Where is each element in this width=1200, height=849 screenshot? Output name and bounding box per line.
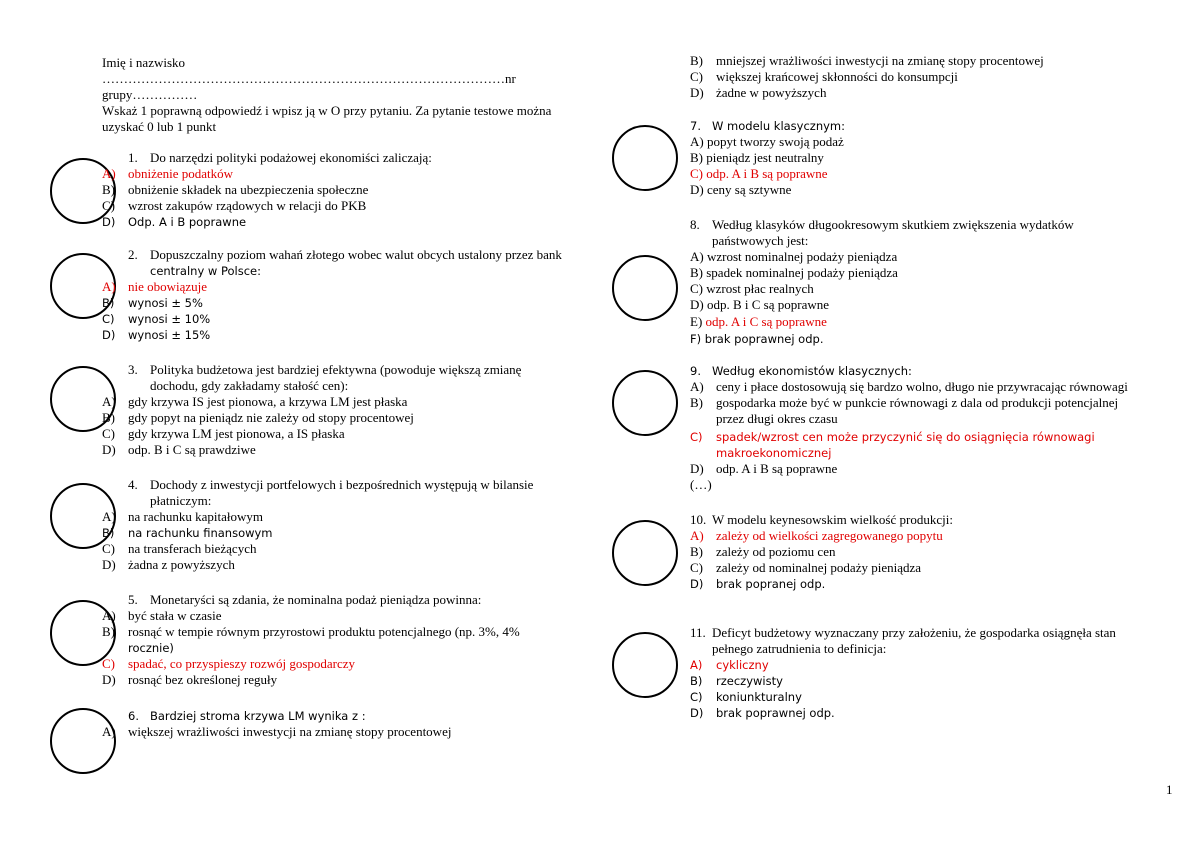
q11-option-c: C) koniunkturalny [690, 690, 802, 704]
question-10-title: 10. W modelu keynesowskim wielkość produkcji: [690, 512, 953, 527]
answer-circle-q10[interactable] [612, 520, 678, 586]
question-3-title-cont: dochodu, gdy zakładamy stałość cen): [150, 378, 349, 393]
question-11-title-cont: pełnego zatrudnienia to definicja: [712, 641, 887, 656]
group-line: grupy…………… [102, 87, 198, 102]
q8-option-f: F) brak poprawnej odp. [690, 332, 824, 346]
q4-option-d: D) żadna z powyższych [102, 557, 235, 572]
answer-circle-q8[interactable] [612, 255, 678, 321]
q4-option-b: B) na rachunku finansowym [102, 526, 273, 540]
q6-option-a: A) większej wrażliwości inwestycji na zmianę stopy procentowej [102, 724, 452, 739]
q5-option-b-cont: rocznie) [128, 641, 174, 655]
q6-option-d: D) żadne w powyższych [690, 85, 827, 100]
name-label: Imię i nazwisko [102, 55, 186, 70]
question-3-title: 3. Polityka budżetowa jest bardziej efektywna (powoduje większą zmianę [128, 362, 522, 377]
answer-circle-q6[interactable] [50, 708, 116, 774]
q7-option-a: A) popyt tworzy swoją podaż [690, 134, 844, 149]
question-6-title: 6. Bardziej stroma krzywa LM wynika z : [128, 709, 366, 723]
question-4-title: 4. Dochody z inwestycji portfelowych i bezpośrednich występują w bilansie [128, 477, 534, 492]
q9-option-d: D) odp. A i B są poprawne [690, 461, 838, 476]
q9-option-b: B) gospodarka może być w punkcie równowagi z dala od produkcji potencjalnej [690, 395, 1119, 410]
q4-option-a: A) na rachunku kapitałowym [102, 509, 264, 524]
q11-option-a: A) cykliczny [690, 658, 769, 672]
q5-option-c: C) spadać, co przyspieszy rozwój gospodarczy [102, 656, 356, 671]
q8-option-c: C) wzrost płac realnych [690, 281, 814, 296]
question-2-title-cont: centralny w Polsce: [150, 264, 261, 278]
q5-option-a: A) być stała w czasie [102, 608, 222, 623]
question-1-title: 1. Do narzędzi polityki podażowej ekonomiści zaliczają: [128, 150, 432, 165]
q9-option-b-cont: przez długi okres czasu [716, 411, 838, 426]
q2-option-b: B) wynosi ± 5% [102, 296, 203, 310]
answer-circle-q11[interactable] [612, 632, 678, 698]
q9-option-a: A) ceny i płace dostosowują się bardzo wolno, długo nie przywracając równowagi [690, 379, 1128, 394]
q7-option-c: C) odp. A i B są poprawne [690, 166, 828, 181]
instruction-line-1: Wskaż 1 poprawną odpowiedź i wpisz ją w O przy pytaniu. Za pytanie testowe można [102, 103, 552, 118]
q10-option-b: B) zależy od poziomu cen [690, 544, 836, 559]
q1-option-d: D) Odp. A i B poprawne [102, 215, 247, 229]
question-2-title: 2. Dopuszczalny poziom wahań złotego wobec walut obcych ustalony przez bank [128, 247, 562, 262]
q5-option-b: B) rosnąć w tempie równym przyrostowi produktu potencjalnego (np. 3%, 4% [102, 624, 520, 639]
question-8-title-cont: państwowych jest: [712, 233, 809, 248]
q10-option-a: A) zależy od wielkości zagregowanego popytu [690, 528, 943, 543]
q8-option-d: D) odp. B i C są poprawne [690, 297, 830, 312]
q2-option-d: D) wynosi ± 15% [102, 328, 211, 342]
q1-option-c: C) wzrost zakupów rządowych w relacji do PKB [102, 198, 367, 213]
question-9-title: 9. Według ekonomistów klasycznych: [690, 364, 912, 378]
q11-option-d: D) brak poprawnej odp. [690, 706, 835, 720]
q3-option-b: B) gdy popyt na pieniądz nie zależy od stopy procentowej [102, 410, 414, 425]
question-4-title-cont: płatniczym: [150, 493, 212, 508]
q9-option-c-cont: makroekonomicznej [716, 446, 832, 460]
q3-option-a: A) gdy krzywa IS jest pionowa, a krzywa LM jest płaska [102, 394, 408, 409]
answer-circle-q9[interactable] [612, 370, 678, 436]
q7-option-b: B) pieniądz jest neutralny [690, 150, 824, 165]
instruction-line-2: uzyskać 0 lub 1 punkt [102, 119, 217, 134]
q2-option-a: A) nie obowiązuje [102, 279, 208, 294]
q11-option-b: B) rzeczywisty [690, 674, 783, 688]
q7-option-d: D) ceny są sztywne [690, 182, 792, 197]
q4-option-c: C) na transferach bieżących [102, 541, 257, 556]
page-number: 1 [1166, 782, 1173, 797]
question-8-title: 8. Według klasyków długookresowym skutkiem zwiększenia wydatków [690, 217, 1074, 232]
name-dots-line: …………………………………………………………………………………nr [102, 71, 516, 86]
q10-option-d: D) brak popranej odp. [690, 577, 826, 591]
q10-option-c: C) zależy od nominalnej podaży pieniądza [690, 560, 922, 575]
q1-option-b: B) obniżenie składek na ubezpieczenia społeczne [102, 182, 369, 197]
q5-option-d: D) rosnąć bez określonej reguły [102, 672, 278, 687]
question-11-title: 11. Deficyt budżetowy wyznaczany przy założeniu, że gospodarka osiągnęła stan [690, 625, 1116, 640]
q1-option-a: A) obniżenie podatków [102, 166, 234, 181]
question-7-title: 7. W modelu klasycznym: [690, 119, 846, 133]
q8-option-e: E) odp. A i C są poprawne [690, 314, 827, 329]
q8-option-b: B) spadek nominalnej podaży pieniądza [690, 265, 898, 280]
q2-option-c: C) wynosi ± 10% [102, 312, 211, 326]
question-5-title: 5. Monetaryści są zdania, że nominalna podaż pieniądza powinna: [128, 592, 482, 607]
answer-circle-q7[interactable] [612, 125, 678, 191]
q8-option-a: A) wzrost nominalnej podaży pieniądza [690, 249, 898, 264]
q6-option-b: B) mniejszej wrażliwości inwestycji na zmianę stopy procentowej [690, 53, 1044, 68]
q3-option-d: D) odp. B i C są prawdziwe [102, 442, 256, 457]
q9-option-c: C) spadek/wzrost cen może przyczynić się do osiągnięcia równowagi [690, 430, 1095, 444]
q6-option-c: C) większej krańcowej skłonności do konsumpcji [690, 69, 958, 84]
q9-ellipsis: (…) [690, 477, 712, 492]
q3-option-c: C) gdy krzywa LM jest pionowa, a IS płaska [102, 426, 345, 441]
